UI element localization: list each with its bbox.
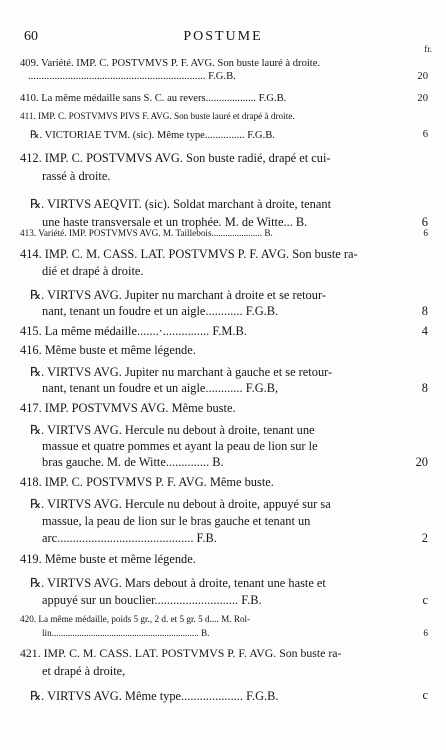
rarity-value: c bbox=[422, 593, 428, 607]
entry-text: 416. Même buste et même légende. bbox=[20, 343, 196, 357]
entry-text: massue et quatre pommes et ayant la peau de lion sur le bbox=[42, 439, 318, 453]
entry-text: massue, la peau de lion sur le bras gauche et tenant un bbox=[42, 514, 311, 528]
entry-text: 413. Variété. IMP. POSTVMVS AVG. M. Taillebois...................... B. bbox=[20, 228, 273, 238]
rarity-value: 2 bbox=[421, 531, 428, 545]
entry-text: 419. Même buste et même légende. bbox=[20, 552, 196, 566]
entry-text: rassé à droite. bbox=[42, 169, 111, 183]
rarity-value: 20 bbox=[417, 71, 428, 82]
entry-text: ℞. VIRTVS AVG. Jupiter nu marchant à gauche et se retour- bbox=[30, 365, 333, 379]
rarity-value: 6 bbox=[423, 228, 428, 238]
rarity-value: 6 bbox=[423, 628, 428, 638]
entry-text: ℞. VIRTVS AVG. Mars debout à droite, tenant une haste et bbox=[30, 576, 326, 590]
entry-text: ℞. VIRTVS AVG. Hercule nu debout à droite, tenant une bbox=[30, 423, 315, 437]
entry-text: une haste transversale et un trophée. M. de Witte... B. bbox=[42, 215, 308, 229]
entry-text: ℞. VIRTVS AVG. Même type.................... F.G.B. bbox=[30, 689, 279, 703]
rarity-value: 20 bbox=[415, 455, 428, 469]
entry-text: ℞. VIRTVS AVG. Jupiter nu marchant à droite et se retour- bbox=[30, 288, 326, 302]
entry-text: arc............................................ F.B. bbox=[42, 531, 217, 545]
entry-text: ℞. VIRTVS AVG. Hercule nu debout à droite, appuyé sur sa bbox=[30, 497, 331, 511]
entry-text: bras gauche. M. de Witte.............. B. bbox=[42, 455, 224, 469]
entry-text: 417. IMP. POSTVMVS AVG. Même buste. bbox=[20, 401, 236, 415]
entry-text: 411. IMP. C. POSTVMVS PIVS F. AVG. Son buste lauré et drapé à droite. bbox=[20, 111, 295, 121]
rarity-value: 6 bbox=[422, 129, 428, 140]
entry-text: appuyé sur un bouclier........................... F.B. bbox=[42, 593, 262, 607]
entry-text: dié et drapé à droite. bbox=[42, 264, 144, 278]
page-title: POSTUME bbox=[183, 29, 263, 44]
rarity-value: 8 bbox=[421, 381, 428, 395]
entry-text: 420. La même médaille, poids 5 gr., 2 d. et 5 gr. 5 d.... M. Rol- bbox=[20, 614, 251, 624]
entry-text: et drapé à droite, bbox=[42, 664, 126, 678]
entry-text: lin................................................................ B. bbox=[42, 628, 210, 638]
rarity-value: c bbox=[422, 688, 428, 702]
entry-text: ℞. VICTORIAE TVM. (sic). Même type............... F.G.B. bbox=[30, 130, 275, 141]
entry-text: 412. IMP. C. POSTVMVS AVG. Son buste radié, drapé et cui- bbox=[20, 151, 331, 165]
entry-text: 418. IMP. C. POSTVMVS P. F. AVG. Même buste. bbox=[20, 475, 274, 489]
entry-text: 409. Variété. IMP. C. POSTVMVS P. F. AVG. Son buste lauré à droite. bbox=[20, 58, 321, 69]
rarity-value: 4 bbox=[421, 324, 428, 338]
entry-text: nant, tenant un foudre et un aigle............ F.G.B, bbox=[42, 381, 279, 395]
entry-text: ................................................................... F.G.B. bbox=[28, 71, 236, 82]
entry-text: 415. La même médaille.......·............... F.M.B. bbox=[20, 324, 247, 338]
entry-text: 414. IMP. C. M. CASS. LAT. POSTVMVS P. F. AVG. Son buste ra- bbox=[20, 247, 358, 261]
rarity-value: 20 bbox=[417, 93, 428, 104]
entry-text: ℞. VIRTVS AEQVIT. (sic). Soldat marchant à droite, tenant bbox=[30, 197, 332, 211]
entry-text: nant, tenant un foudre et un aigle............ F.G.B. bbox=[42, 304, 279, 318]
entry-text: 421. IMP. C. M. CASS. LAT. POSTVMVS P. F. AVG. Son buste ra- bbox=[20, 646, 342, 660]
entry-text: 410. La même médaille sans S. C. au revers................... F.G.B. bbox=[20, 93, 287, 104]
rarity-value: 8 bbox=[421, 304, 428, 318]
rarity-value: 6 bbox=[421, 215, 428, 229]
page-number: 60 bbox=[24, 29, 38, 44]
column-header-fr: fr. bbox=[424, 44, 432, 54]
